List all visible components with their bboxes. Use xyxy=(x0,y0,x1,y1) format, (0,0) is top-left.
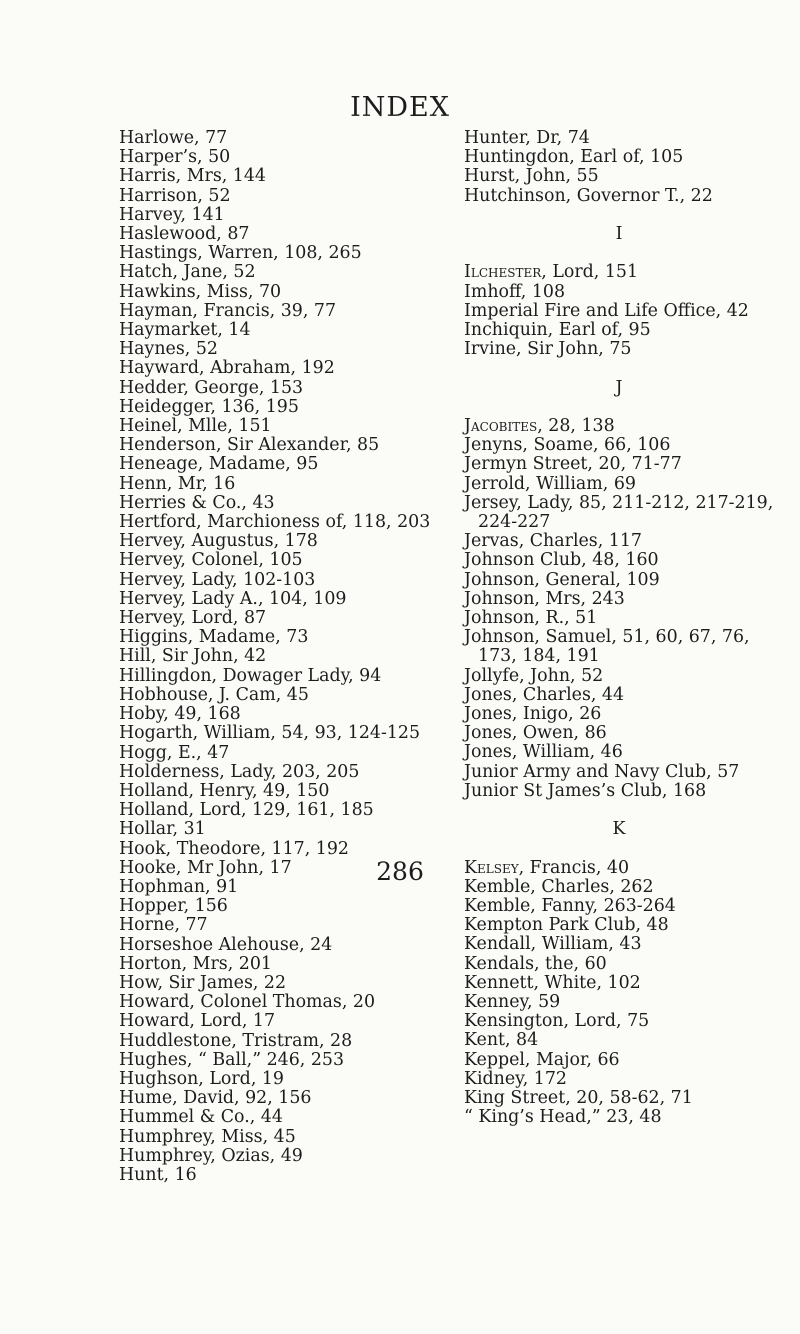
index-entry: Hertford, Marchioness of, 118, 203 xyxy=(119,512,431,533)
index-entry xyxy=(464,782,800,801)
entry-text: Jollyfe, John, 52 xyxy=(464,665,604,686)
index-entry: Hayward, Abraham, 192 xyxy=(119,358,335,379)
index-entry: Hunt, 16 xyxy=(119,1164,197,1185)
index-entry: Hastings, Warren, 108, 265 xyxy=(119,243,362,264)
entry-text: Kendall, William, 43 xyxy=(464,934,642,955)
index-entry xyxy=(464,455,800,474)
index-entry: Harper’s, 50 xyxy=(119,147,231,168)
entry-text: Kemble, Fanny, 263-264 xyxy=(464,896,676,917)
entry-text: 224-227 xyxy=(478,512,551,532)
entry-text: Jermyn Street, 20, 71-77 xyxy=(464,454,682,475)
index-entry xyxy=(464,974,800,993)
index-entry xyxy=(464,916,800,935)
index-entry xyxy=(464,993,800,1012)
index-entry: Hoby, 49, 168 xyxy=(119,704,241,725)
index-entry: Horne, 77 xyxy=(119,915,208,936)
index-entry xyxy=(464,686,800,705)
section-letter-heading: K xyxy=(612,819,626,840)
index-entry xyxy=(464,955,800,974)
index-entry xyxy=(464,935,800,954)
entry-text: Johnson, R., 51 xyxy=(464,608,598,629)
index-entry: Hillingdon, Dowager Lady, 94 xyxy=(119,665,382,686)
index-entry: Heidegger, 136, 195 xyxy=(119,396,299,417)
index-entry xyxy=(464,263,800,282)
entry-text: “ King’s Head,” 23, 48 xyxy=(464,1107,662,1128)
index-entry xyxy=(464,436,800,455)
entry-text: Jervas, Charles, 117 xyxy=(464,531,642,552)
index-entry xyxy=(464,724,800,743)
entry-text: Imhoff, 108 xyxy=(464,281,566,302)
index-entry: How, Sir James, 22 xyxy=(119,972,287,993)
index-entry: Holland, Henry, 49, 150 xyxy=(119,780,330,801)
entry-text: Kenney, 59 xyxy=(464,992,561,1013)
index-entry: Hedder, George, 153 xyxy=(119,377,304,398)
index-entry xyxy=(464,743,800,762)
entry-text: Johnson, General, 109 xyxy=(464,569,660,590)
index-entry: Howard, Colonel Thomas, 20 xyxy=(119,992,376,1013)
index-entry: Hill, Sir John, 42 xyxy=(119,646,267,667)
index-entry: Heinel, Mlle, 151 xyxy=(119,416,272,437)
entry-text: Imperial Fire and Life Office, 42 xyxy=(464,300,749,321)
entry-text: Johnson, Mrs, 243 xyxy=(464,588,625,609)
entry-text: Jones, Inigo, 26 xyxy=(464,704,602,725)
index-entry: Holland, Lord, 129, 161, 185 xyxy=(119,800,374,821)
index-entry: Holderness, Lady, 203, 205 xyxy=(119,761,360,782)
index-entry xyxy=(464,628,800,647)
index-entry: Huntingdon, Earl of, 105 xyxy=(464,147,684,168)
index-entry xyxy=(464,590,800,609)
index-entry: Huddlestone, Tristram, 28 xyxy=(119,1030,353,1051)
index-entry xyxy=(464,417,800,436)
index-entry xyxy=(464,1051,800,1070)
entry-lead-small-caps: Jacobites xyxy=(464,415,538,436)
index-entry xyxy=(464,494,800,513)
entry-text: Kent, 84 xyxy=(464,1030,539,1051)
entry-text: Kennett, White, 102 xyxy=(464,972,641,993)
index-entry xyxy=(464,340,800,359)
index-entry: Higgins, Madame, 73 xyxy=(119,627,309,648)
entry-lead-small-caps: Kelsey xyxy=(464,857,519,878)
index-entry: Hooke, Mr John, 17 xyxy=(119,857,292,878)
entry-text: Kendals, the, 60 xyxy=(464,953,607,974)
entry-text: Johnson, Samuel, 51, 60, 67, 76, xyxy=(464,627,750,648)
index-entry: Hughes, “ Ball,” 246, 253 xyxy=(119,1049,345,1070)
entry-text: Jerrold, William, 69 xyxy=(464,473,636,494)
page-title: INDEX xyxy=(350,92,450,123)
index-entry xyxy=(464,302,800,321)
index-entry: Hume, David, 92, 156 xyxy=(119,1088,312,1109)
index-entry: Hobhouse, J. Cam, 45 xyxy=(119,684,309,705)
entry-text: Jones, Owen, 86 xyxy=(464,723,607,744)
index-entry-continuation xyxy=(464,513,800,532)
index-entry: Hervey, Lady, 102-103 xyxy=(119,569,316,590)
index-entry: Heneage, Madame, 95 xyxy=(119,454,319,475)
index-entry xyxy=(464,283,800,302)
letter-sections xyxy=(464,225,800,1127)
entry-text: Junior Army and Navy Club, 57 xyxy=(464,761,740,782)
index-entry: Humphrey, Ozias, 49 xyxy=(119,1145,303,1166)
index-entry xyxy=(464,475,800,494)
index-entry: Harlowe, 77 xyxy=(119,128,228,148)
index-entry: Hook, Theodore, 117, 192 xyxy=(119,838,349,859)
index-entry: Hurst, John, 55 xyxy=(464,166,599,187)
entry-text: Irvine, Sir John, 75 xyxy=(464,339,632,360)
index-entry xyxy=(464,532,800,551)
index-entry: Henderson, Sir Alexander, 85 xyxy=(119,435,380,456)
entry-text: Junior St James’s Club, 168 xyxy=(464,780,707,801)
index-entry xyxy=(464,763,800,782)
entry-text: , Lord, 151 xyxy=(541,262,639,283)
entry-text: Keppel, Major, 66 xyxy=(464,1049,620,1070)
index-entry xyxy=(464,609,800,628)
index-entry: Hatch, Jane, 52 xyxy=(119,262,256,283)
left-column xyxy=(119,129,439,1185)
index-entry: Hunter, Dr, 74 xyxy=(464,128,590,148)
index-entry: Hummel & Co., 44 xyxy=(119,1107,283,1128)
index-entry xyxy=(464,1070,800,1089)
index-entry: Harrison, 52 xyxy=(119,185,231,206)
index-entry: Hogg, E., 47 xyxy=(119,742,230,763)
index-entry-continuation xyxy=(464,647,800,666)
entry-text: Kempton Park Club, 48 xyxy=(464,915,669,936)
index-entry: Hayman, Francis, 39, 77 xyxy=(119,300,337,321)
index-entry: Haslewood, 87 xyxy=(119,224,250,245)
entry-lead-small-caps: Ilchester xyxy=(464,262,542,283)
h-continued-list xyxy=(464,129,800,206)
index-entry: Hervey, Augustus, 178 xyxy=(119,531,318,552)
index-entry: Hervey, Colonel, 105 xyxy=(119,550,303,571)
index-entry: Haymarket, 14 xyxy=(119,320,251,341)
index-entry: Hutchinson, Governor T., 22 xyxy=(464,185,713,206)
index-entry: Hogarth, William, 54, 93, 124-125 xyxy=(119,723,421,744)
entry-text: Jones, William, 46 xyxy=(464,742,623,763)
index-entry: Horton, Mrs, 201 xyxy=(119,953,272,974)
index-entry xyxy=(464,571,800,590)
entry-text: Jenyns, Soame, 66, 106 xyxy=(464,435,671,456)
index-entry xyxy=(464,1012,800,1031)
index-entry xyxy=(464,705,800,724)
index-entry xyxy=(464,667,800,686)
index-entry: Hawkins, Miss, 70 xyxy=(119,281,282,302)
index-entry: Harvey, 141 xyxy=(119,204,225,225)
entry-text: , Francis, 40 xyxy=(518,857,630,878)
index-entry: Hophman, 91 xyxy=(119,876,239,897)
index-entry: Herries & Co., 43 xyxy=(119,492,275,513)
section-letter-heading: J xyxy=(615,377,623,398)
entry-text: Kensington, Lord, 75 xyxy=(464,1011,650,1032)
index-entry xyxy=(464,551,800,570)
entry-text: 173, 184, 191 xyxy=(478,646,600,667)
entry-text: Kidney, 172 xyxy=(464,1068,567,1089)
entry-text: , 28, 138 xyxy=(537,415,615,436)
entry-text: Jones, Charles, 44 xyxy=(464,684,625,705)
entry-text: Johnson Club, 48, 160 xyxy=(464,550,659,571)
index-entry: Hervey, Lady A., 104, 109 xyxy=(119,588,347,609)
index-entry: Hopper, 156 xyxy=(119,896,228,917)
entry-text: Kemble, Charles, 262 xyxy=(464,876,654,897)
index-entry: Horseshoe Alehouse, 24 xyxy=(119,934,333,955)
index-entry: Henn, Mr, 16 xyxy=(119,473,236,494)
index-entry xyxy=(464,1089,800,1108)
index-entry: Hollar, 31 xyxy=(119,819,206,840)
entry-text: Inchiquin, Earl of, 95 xyxy=(464,320,651,340)
index-entry: Haynes, 52 xyxy=(119,339,218,360)
index-entry xyxy=(464,1108,800,1127)
index-entry: Howard, Lord, 17 xyxy=(119,1011,276,1032)
right-column xyxy=(464,129,800,1127)
index-entry: Humphrey, Miss, 45 xyxy=(119,1126,296,1147)
section-letter-heading: I xyxy=(615,224,623,244)
page-number: 286 xyxy=(376,857,424,886)
index-entry: Hervey, Lord, 87 xyxy=(119,608,267,629)
index-entry: Harris, Mrs, 144 xyxy=(119,166,266,187)
entry-text: Jersey, Lady, 85, 211-212, 217-219, xyxy=(464,492,774,513)
index-entry xyxy=(464,897,800,916)
entry-text: King Street, 20, 58-62, 71 xyxy=(464,1088,693,1109)
index-entry xyxy=(464,321,800,340)
index-entry: Hughson, Lord, 19 xyxy=(119,1068,284,1089)
index-entry xyxy=(464,1031,800,1050)
